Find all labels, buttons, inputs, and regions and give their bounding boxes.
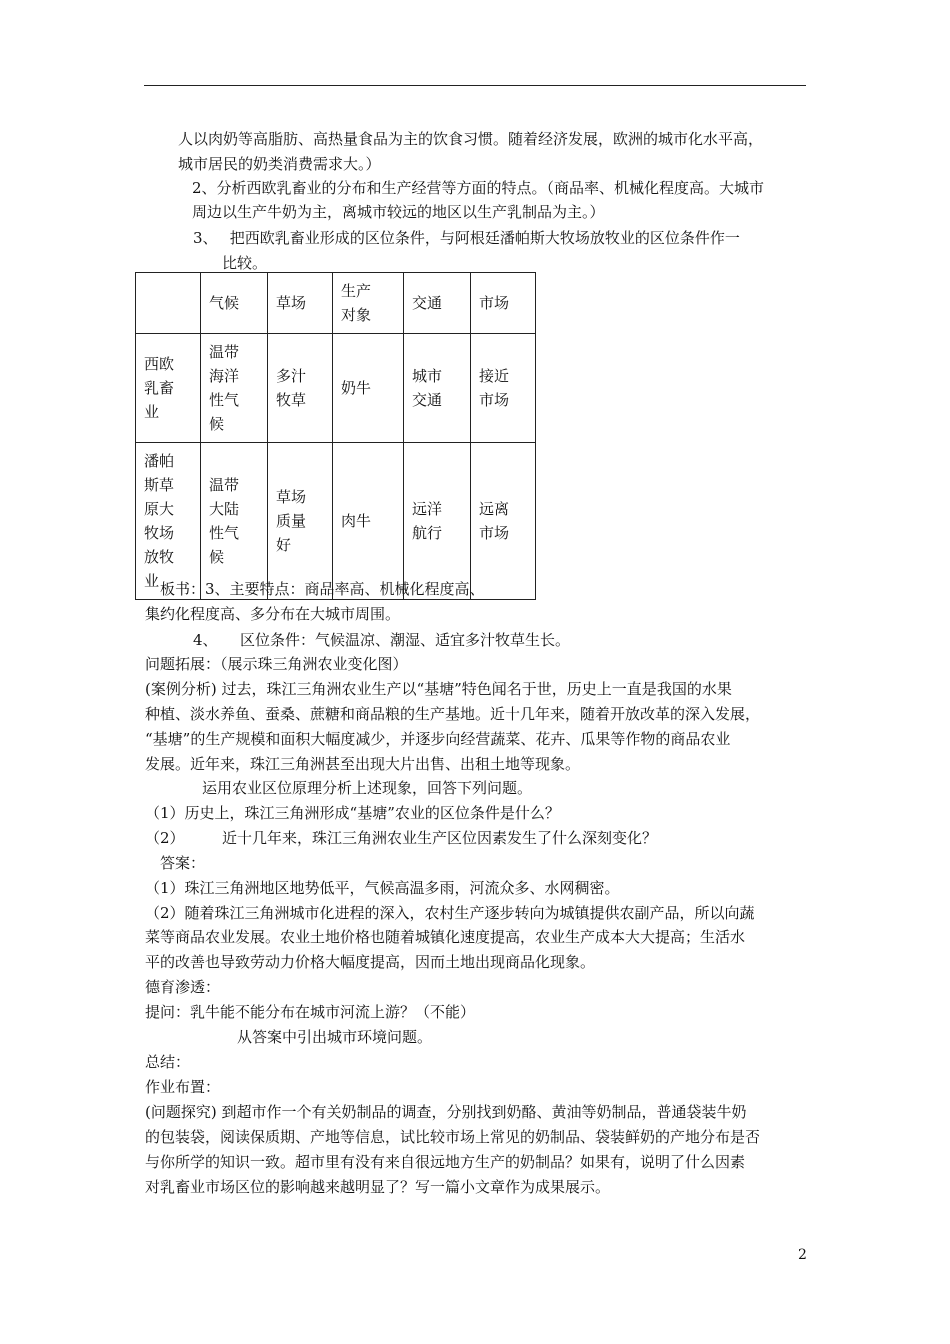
- table-cell: 草场 质量 好: [268, 443, 333, 600]
- text-line: 与你所学的知识一致。超市里有没有来自很远地方生产的奶制品？如果有，说明了什么因素: [145, 1153, 746, 1171]
- text-line: 平的改善也导致劳动力价格大幅度提高，因而土地出现商品化现象。: [145, 953, 596, 971]
- text-line: 人以肉奶等高脂肪、高热量食品为主的饮食习惯。随着经济发展，欧洲的城市化水平高，: [178, 130, 764, 148]
- table-cell: 奶牛: [333, 334, 404, 443]
- text-line: 总结：: [145, 1053, 191, 1071]
- table-cell: 潘帕 斯草 原大 牧场 放牧 业: [136, 443, 201, 600]
- table-header-row: [136, 273, 536, 334]
- text-line: 的包装袋，阅读保质期、产地等信息，试比较市场上常见的奶制品、袋装鲜奶的产地分布是否: [145, 1128, 761, 1146]
- text-line: 周边以生产牛奶为主，离城市较远的地区以生产乳制品为主。）: [192, 203, 605, 221]
- table-header-cell: 气候: [201, 273, 268, 334]
- text-line: 问题拓展：（展示珠三角洲农业变化图）: [145, 655, 408, 673]
- text-line: 作业布置：: [145, 1078, 221, 1096]
- table-header-cell: 草场: [268, 273, 333, 334]
- text-line: 集约化程度高、多分布在大城市周围。: [145, 605, 401, 623]
- table-row: [136, 443, 536, 600]
- table-cell: 远洋 航行: [404, 443, 471, 600]
- text-line: （2） 近十几年来，珠江三角洲农业生产区位因素发生了什么深刻变化？: [145, 829, 658, 847]
- comparison-table: [135, 272, 536, 600]
- table-cell: 肉牛: [333, 443, 404, 600]
- table-cell: 接近 市场: [471, 334, 536, 443]
- table-header-cell: 市场: [471, 273, 536, 334]
- text-line: 从答案中引出城市环境问题。: [237, 1028, 433, 1046]
- text-line: 答案：: [160, 854, 206, 872]
- text-line: 运用农业区位原理分析上述现象，回答下列问题。: [202, 779, 533, 797]
- text-line: (案例分析) 过去，珠江三角洲农业生产以“基塘”特色闻名于世，历史上一直是我国的水果: [145, 680, 732, 698]
- header-rule: [144, 85, 806, 86]
- page-number: 2: [798, 1247, 807, 1263]
- table-cell: 温带 海洋 性气 候: [201, 334, 268, 443]
- text-line: 2、分析西欧乳畜业的分布和生产经营等方面的特点。（商品率、机械化程度高。大城市: [192, 179, 765, 197]
- text-line: 对乳畜业市场区位的影响越来越明显了？写一篇小文章作为成果展示。: [145, 1178, 611, 1196]
- text-line: 种植、淡水养鱼、蚕桑、蔗糖和商品粮的生产基地。近十几年来，随着开放改革的深入发展，: [145, 705, 761, 723]
- text-line: (问题探究) 到超市作一个有关奶制品的调查，分别找到奶酪、黄油等奶制品，普通袋装牛奶: [145, 1103, 747, 1121]
- text-line: 发展。近年来，珠江三角洲甚至出现大片出售、出租土地等现象。: [145, 755, 581, 773]
- text-line: 3、 把西欧乳畜业形成的区位条件，与阿根廷潘帕斯大牧场放牧业的区位条件作一: [193, 229, 740, 247]
- text-line: “基塘”的生产规模和面积大幅度减少，并逐步向经营蔬菜、花卉、瓜果等作物的商品农业: [145, 730, 731, 748]
- text-line: 板书：3、主要特点：商品率高、机械化程度高、: [160, 580, 485, 598]
- text-line: 德育渗透：: [145, 978, 221, 996]
- text-line: （1）珠江三角洲地区地势低平，气候高温多雨，河流众多、水网稠密。: [145, 879, 620, 897]
- table-cell: 西欧 乳畜 业: [136, 334, 201, 443]
- table-cell: 远离 市场: [471, 443, 536, 600]
- text-line: 菜等商品农业发展。农业土地价格也随着城镇化速度提高，农业生产成本大大提高；生活水: [145, 928, 746, 946]
- text-line: （2）随着珠江三角洲城市化进程的深入，农村生产逐步转向为城镇提供农副产品，所以向蔬: [145, 904, 755, 922]
- text-line: 比较。: [222, 254, 268, 272]
- table-cell: 城市 交通: [404, 334, 471, 443]
- table-cell: 温带 大陆 性气 候: [201, 443, 268, 600]
- text-line: （1）历史上，珠江三角洲形成“基塘”农业的区位条件是什么？: [145, 804, 560, 822]
- table-header-cell: 交通: [404, 273, 471, 334]
- table-cell: 多汁 牧草: [268, 334, 333, 443]
- text-line: 提问：乳牛能不能分布在城市河流上游？（不能）: [145, 1003, 476, 1021]
- table-row: [136, 334, 536, 443]
- table-header-cell: 生产 对象: [333, 273, 404, 334]
- text-line: 城市居民的奶类消费需求大。）: [178, 155, 381, 173]
- table-header-cell: [136, 273, 201, 334]
- text-line: 4、 区位条件：气候温凉、潮湿、适宜多汁牧草生长。: [193, 631, 571, 649]
